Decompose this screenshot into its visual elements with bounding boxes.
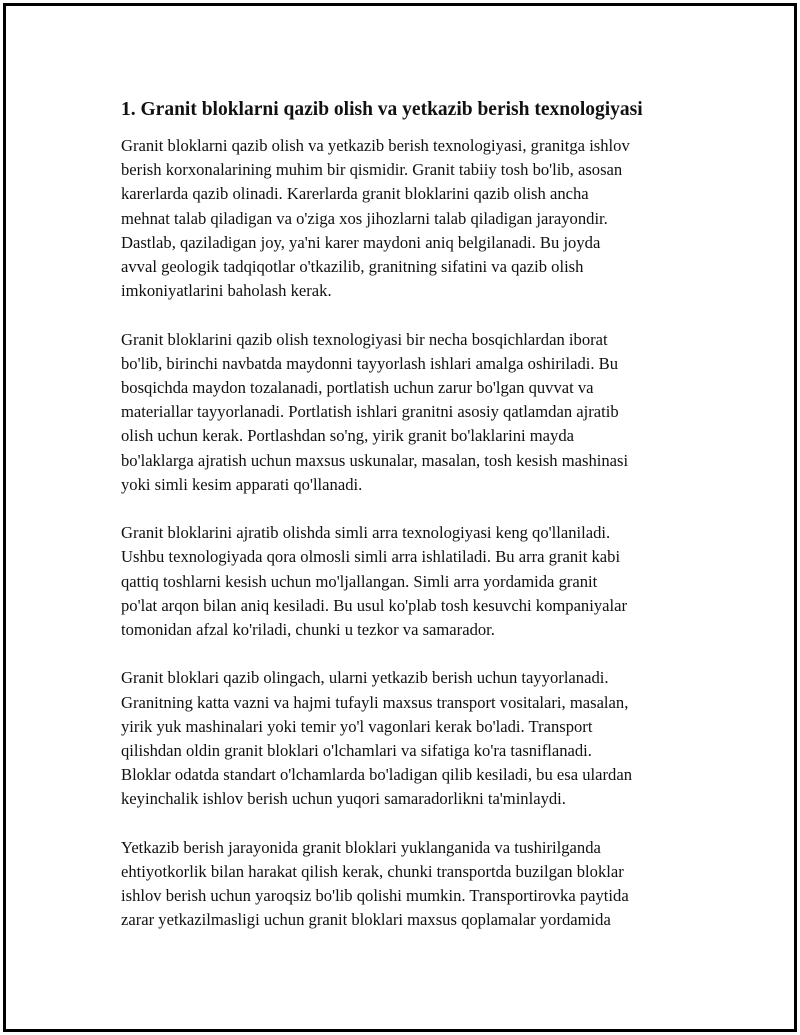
paragraph-line: yirik yuk mashinalari yoki temir yo'l vagonlari kerak bo'ladi. Transport [121, 716, 593, 736]
paragraph [121, 521, 701, 642]
paragraph-line: Granit bloklarni qazib olish va yetkazib berish texnologiyasi, granitga ishlov [121, 136, 630, 155]
paragraph-line: bo'lib, birinchi navbatda maydonni tayyorlash ishlari amalga oshiriladi. Bu [121, 353, 619, 373]
paragraph-line: bosqichda maydon tozalanadi, portlatish uchun zarur bo'lgan quvvat va [121, 378, 594, 398]
paragraph-line: Granit bloklarini ajratib olishda simli arra texnologiyasi keng qo'llaniladi. [121, 523, 611, 543]
paragraph-line: materiallar tayyorlanadi. Portlatish ishlari granitni asosiy qatlamdan ajratib [121, 402, 619, 422]
paragraph-line: tomonidan afzal ko'riladi, chunki u tezkor va samarador. [121, 620, 495, 640]
paragraph-line: Granitning katta vazni va hajmi tufayli maxsus transport vositalari, masalan, [121, 692, 629, 712]
paragraph-line: berish korxonalarining muhim bir qismidir. Granit tabiiy tosh bo'lib, asosan [121, 160, 623, 180]
paragraph-line: imkoniyatlarini baholash kerak. [121, 281, 332, 301]
paragraph-line: ehtiyotkorlik bilan harakat qilish kerak, chunki transportda buzilgan bloklar [121, 862, 624, 882]
paragraph [121, 134, 701, 303]
paragraph-line: po'lat arqon bilan aniq kesiladi. Bu usul ko'plab tosh kesuvchi kompaniyalar [121, 595, 628, 615]
paragraph-line: mehnat talab qiladigan va o'ziga xos jihozlarni talab qiladigan jarayondir. [121, 208, 608, 228]
paragraph-line: yoki simli kesim apparati qo'llanadi. [121, 474, 363, 494]
paragraph [121, 666, 701, 811]
paragraph-line: Bloklar odatda standart o'lchamlarda bo'ladigan qilib kesiladi, bu esa ulardan [121, 765, 633, 785]
document-title: 1. Granit bloklarni qazib olish va yetkazib berish texnologiyasi [121, 99, 643, 120]
paragraph-line: zarar yetkazilmasligi uchun granit bloklari maxsus qoplamalar yordamida [121, 910, 611, 930]
paragraph-line: karerlarda qazib olinadi. Karerlarda granit bloklarini qazib olish ancha [121, 184, 589, 204]
paragraph-line: avval geologik tadqiqotlar o'tkazilib, granitning sifatini va qazib olish [121, 257, 584, 277]
paragraph-line: keyinchalik ishlov berish uchun yuqori samaradorlikni ta'minlaydi. [121, 789, 566, 809]
document-content [121, 98, 701, 957]
paragraph-line: Yetkazib berish jarayonida granit bloklari yuklanganida va tushirilganda [121, 837, 601, 857]
paragraph-line: bo'laklarga ajratish uchun maxsus uskunalar, masalan, tosh kesish mashinasi [121, 450, 629, 470]
paragraph-line: Ushbu texnologiyada qora olmosli simli arra ishlatiladi. Bu arra granit kabi [121, 547, 621, 567]
paragraph-line: ishlov berish uchun yaroqsiz bo'lib qolishi mumkin. Transportirovka paytida [121, 886, 629, 906]
paragraph-line: olish uchun kerak. Portlashdan so'ng, yirik granit bo'laklarini mayda [121, 426, 574, 446]
paragraph-line: Granit bloklari qazib olingach, ularni yetkazib berish uchun tayyorlanadi. [121, 668, 609, 688]
paragraph [121, 836, 701, 933]
document-page [3, 3, 797, 1032]
paragraph [121, 328, 701, 497]
paragraph-line: qattiq toshlarni kesish uchun mo'ljallangan. Simli arra yordamida granit [121, 571, 598, 591]
paragraph-line: Dastlab, qaziladigan joy, ya'ni karer maydoni aniq belgilanadi. Bu joyda [121, 232, 601, 252]
paragraph-line: Granit bloklarini qazib olish texnologiyasi bir necha bosqichlardan iborat [121, 329, 608, 349]
paragraph-line: qilishdan oldin granit bloklari o'lchamlari va sifatiga ko'ra tasniflanadi. [121, 741, 592, 761]
